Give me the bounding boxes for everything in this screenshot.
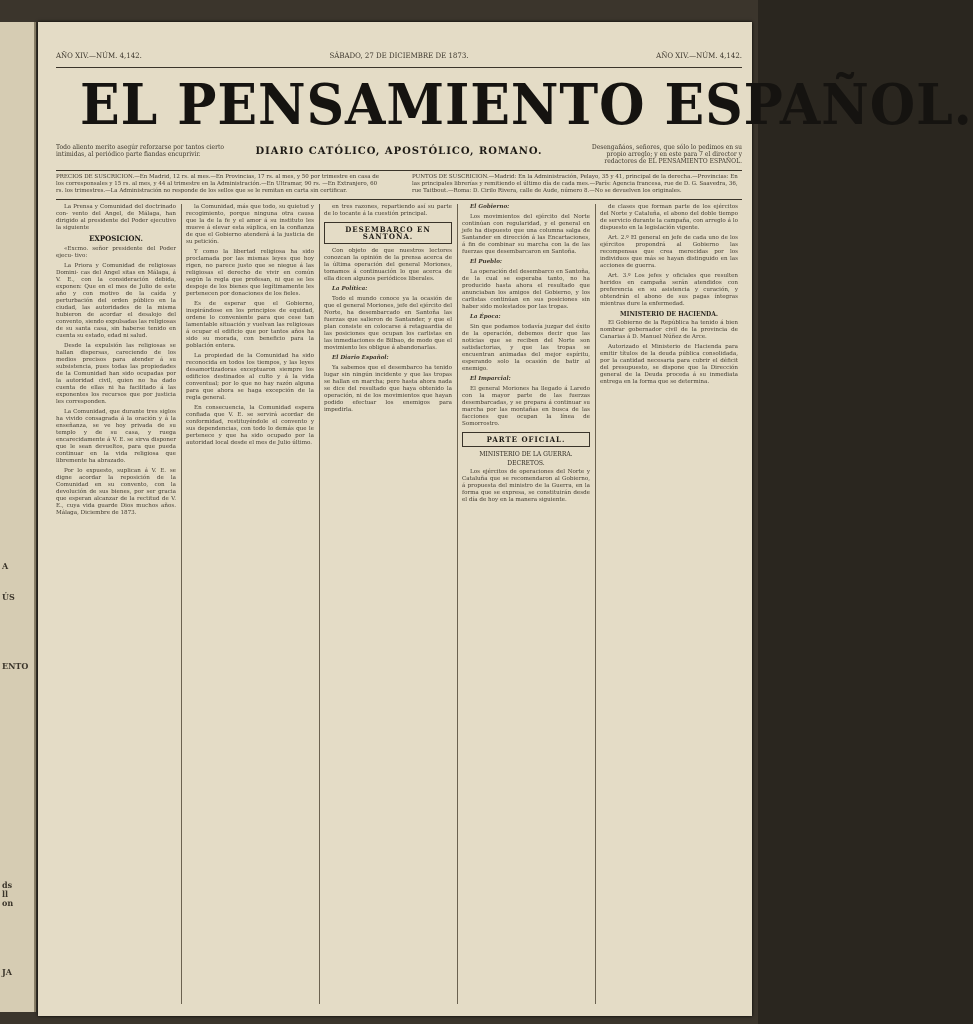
article-paragraph: Sin que podamos todavía juzgar del éxito de la operación, debemos decir que las noticias que se reciben del Norte son satisfactorias, y que las tropas se encuentran animadas del mejor espíritu, esperando solo la ocasión de batir al enemigo. xyxy=(462,324,590,372)
article-paragraph: El Gobierno de la República ha tenido á bien nombrar gobernador civil de la provincia de Canarias á D. Manuel Núñez de Arce. xyxy=(600,320,738,340)
article-paragraph: Y como la libertad religiosa ha sido proclamada por las mismas leyes que hoy rigen, no parece justo que se niegue á las religiosas el derecho de vivir en común según la regla que profesan, ni que se les despoje de los bienes que legítimamente les pertenecen por donaciones de los fieles. xyxy=(186,249,314,297)
motto-right: Desengañáos, señores, que sólo lo pedimos en su propio arreglo; y en este para 7 el director y redactores de EL PENSAMIENTO ESPAÑOL. xyxy=(591,144,742,165)
edge-fragment: on xyxy=(2,898,14,908)
newspaper-page xyxy=(38,22,973,1016)
article-paragraph: En consecuencia, la Comunidad espera confiada que V. E. se servirá acordar de conformidad, restituyéndole el convento y sus dependencias, con todo lo demás que le pertenece y que ha sido ocupado por la autoridad local desde el mes de Julio último. xyxy=(186,405,314,446)
article-paragraph: La Comunidad, que durante tres siglos ha vivido consagrada á la oración y á la enseñanza, se ve hoy privada de su templo y de su casa, y ruega encarecidamente á V. E. se sirva disponer que le sean devueltos, para que pueda continuar en la vida religiosa que libremente ha abrazado. xyxy=(56,409,176,464)
press-source: La Época: xyxy=(470,314,501,320)
article-paragraph: de clases que forman parte de los ejércitos del Norte y Cataluña, el abono del doble tiempo de servicio durante la campaña, con arreglo á lo dispuesto en la legislación vigente. xyxy=(600,204,738,231)
subscription-terms xyxy=(56,174,742,196)
article-paragraph: La operación del desembarco en Santoña, de la cual se esperaba tanto, no ha producido hasta ahora el resultado que anunciaban los amigos del Gobierno, y los carlistas continúan en sus posiciones sin haber sido molestados por las tropas. xyxy=(462,269,590,310)
article-paragraph: La Priora y Comunidad de religiosas Domini- cas del Angel sitas en Málaga, á V. E., con la consideración debida, exponen: Que en el mes de Julio de este año y con motivo de la caída y perturbación del orden público en la ciudad, las autoridades de la misma hubieron de acordar el desalojo del convento, siendo expulsadas las religiosas de su santa casa, sin haberse tenido en cuenta su estado, edad ni salud. xyxy=(56,263,177,339)
article-paragraph: Los movimientos del ejército del Norte continúan con regularidad, y el general en jefe ha dispuesto que una columna salga de Santander en dirección á las Encartaciones, á fin de combinar su marcha con la de las fuerzas que desembarcaron en Santoña. xyxy=(462,214,590,255)
article-paragraph: Autorizado el Ministerio de Hacienda para emitir títulos de la deuda pública consolidada, por la cantidad necesaria para cubrir el déficit del presupuesto, se dispone que la Dirección general de la Deuda proceda á su inmediata entrega en la forma que se determina. xyxy=(600,344,738,385)
column-3 xyxy=(324,204,452,1004)
press-source: El Imparcial: xyxy=(470,376,511,382)
subscription-prices: PRECIOS DE SUSCRICION.—En Madrid, 12 rs. al mes.—En Provincias, 17 rs. al mes, y 50 por trimestre en casa de los corresponsales y 15 rs. al mes, y 44 al trimestre en la Administración.—En Ultramar, 90 rs. —En Extranjero, 60 rs. los trimestres.—La Administración no responde de los sellos que se le remitan en carta sin certificar. xyxy=(56,174,380,194)
top-rule xyxy=(56,67,742,68)
motto-left: Todo aliento merito asegúr reforzarse por tantos cierto intimidas, al periódico parte fiandas encuprivir. xyxy=(56,144,224,158)
issue-number-right: AÑO XIV.—NÚM. 4,142. xyxy=(656,52,742,60)
article-intro: La Prensa y Comunidad del doctrinado con- vento del Angel, de Málaga, han dirigido al presidente del Poder ejecutivo la siguiente xyxy=(56,204,176,231)
issue-number-left: AÑO XIV.—NÚM. 4,142. xyxy=(56,52,142,60)
article-salutation: «Excmo. señor presidente del Poder ejecu- tivo: xyxy=(56,246,176,259)
column-1 xyxy=(56,204,176,1004)
press-source: El Diario Español: xyxy=(332,355,389,361)
article-paragraph: El general Moriones ha llegado á Laredo con la mayor parte de las fuerzas desembarcadas, y se prepara á continuar su marcha por las montañas en busca de las facciones que ocupan la línea de Somorrostro. xyxy=(462,386,590,427)
article-paragraph: Art. 2.º El general en jefe de cada uno de los ejércitos propondrá al Gobierno las recompensas que crea merecidas por los individuos que más se hayan distinguido en las acciones de guerra. xyxy=(600,235,738,269)
article-paragraph: Todo el mundo conoce ya la ocasión de que el general Moriones, jefe del ejército del Norte, ha desembarcado en Santoña las fuerzas que salieron de Santander, y que el plan consiste en colocarse á retaguardia de las posiciones que ocupan los carlistas en las inmediaciones de Bilbao, de modo que el movimiento les obligue á abandonarlas. xyxy=(324,296,452,351)
column-5 xyxy=(600,204,738,1004)
subscription-rule xyxy=(56,170,742,171)
edge-fragment: ll xyxy=(2,889,9,899)
columns-rule xyxy=(56,199,742,200)
column-divider xyxy=(457,204,458,1004)
ministry-heading: MINISTERIO DE HACIENDA. xyxy=(620,311,718,318)
press-source: El Pueblo: xyxy=(470,259,503,265)
article-paragraph: en tres razones, repartiendo así su parte de lo tocante á la cuestión principal. xyxy=(324,204,452,217)
article-paragraph: Desde la expulsión las religiosas se hallan dispersas, careciendo de los medios precisos para atender á su subsistencia, pues todas las propiedades de la Comunidad han sido ocupadas por la autoridad civil, quien no ha dado cuenta de ellas ni ha facilitado á las exponentes los recursos que por justicia les corresponden. xyxy=(56,343,176,405)
newspaper-subtitle: DIARIO CATÓLICO, APOSTÓLICO, ROMANO. xyxy=(255,146,543,157)
press-source: El Gobierno: xyxy=(470,204,510,210)
article-heading: EXPOSICION. xyxy=(89,234,143,243)
article-paragraph: La propiedad de la Comunidad ha sido reconocida en todos los tiempos, y las leyes desamortizadoras exceptuaron siempre los edificios destinados al culto y á la vida conventual; por lo que no hay razón alguna para que ahora se haga excepción de la regla general. xyxy=(186,353,314,401)
edge-fragment: A xyxy=(2,561,9,571)
column-4 xyxy=(462,204,590,1004)
subtitle-row xyxy=(56,144,742,168)
column-divider xyxy=(595,204,596,1004)
article-paragraph: Con objeto de que nuestros lectores conozcan la opinión de la prensa acerca de la última operación del general Moriones, tomamos á continuación lo que acerca de ella dicen algunos periódicos liberales. xyxy=(324,248,452,282)
edge-fragment: JA xyxy=(2,967,12,977)
column-divider xyxy=(319,204,320,1004)
subscription-points: PUNTOS DE SUSCRICION.—Madrid: En la Administración, Pelayo, 35 y 41, principal de la derecha.—Provincias: En las principales librerías y remitiendo el último día de cada mes.—París: Agencia francesa, rue de D. G. Saavedra, 36, rue Taitbout.—Roma: D. Cirilo Rivera, calle de Aude, número 8.—No se devuelven los originales. xyxy=(412,174,738,194)
dateline xyxy=(56,52,742,66)
press-source: La Política: xyxy=(332,286,368,292)
edge-fragment: ÚS xyxy=(2,592,15,602)
article-paragraph: Es de esperar que el Gobierno, inspirándose en los principios de equidad, ordene lo conveniente para que cese tan lamentable situación y vuelvan las religiosas á ocupar el edificio que por tantos años ha sido su morada, con beneficio para la población entera. xyxy=(186,301,314,349)
column-2 xyxy=(186,204,314,1004)
issue-date: SÁBADO, 27 DE DICIEMBRE DE 1873. xyxy=(329,52,469,60)
newspaper-title: EL PENSAMIENTO ESPAÑOL. xyxy=(80,72,973,138)
article-paragraph: Los ejércitos de operaciones del Norte y Cataluña que se recomendaron al Gobierno, á propuesta del ministro de la Guerra, en la forma que se expresa, se constituirán desde el día de hoy en la manera siguiente. xyxy=(462,469,590,503)
previous-page-edge xyxy=(0,22,36,1012)
ministry-heading: MINISTERIO DE LA GUERRA. xyxy=(479,451,573,458)
article-paragraph: Art. 3.º Los jefes y oficiales que resulten heridos en campaña serán atendidos con preferencia en su asistencia y curación, y obtendrán el abono de sus pagas íntegras mientras dure la enfermedad. xyxy=(600,273,738,307)
edge-fragment: ENTO xyxy=(2,661,29,671)
column-divider xyxy=(181,204,182,1004)
section-heading-desembarco: DESEMBARCO EN SANTOÑA. xyxy=(324,222,452,244)
edge-fragment: ds xyxy=(2,880,13,890)
article-paragraph: la Comunidad, más que todo, su quietud y recogimiento, porque ninguna otra causa que la de la fe y el amor á su instituto les mueve á elevar esta súplica, en la confianza de que el Gobierno atenderá á la justicia de su petición. xyxy=(186,204,314,245)
decree-label: DECRETOS. xyxy=(507,460,545,467)
article-paragraph: Ya sabemos que el desembarco ha tenido lugar sin ningún incidente y que las tropas se hallan en marcha; pero hasta ahora nada se dice del resultado que haya obtenido la operación, ni de los movimientos que hayan podido efectuar los enemigos para impedirla. xyxy=(324,365,452,413)
section-heading-parte-oficial: PARTE OFICIAL. xyxy=(462,432,590,447)
article-paragraph: Por lo expuesto, suplican á V. E. se digne acordar la reposición de la Comunidad en su convento, con la devolución de sus bienes, por ser gracia que esperan alcanzar de la rectitud de V. E., cuya vida guarde Dios muchos años. Málaga, Diciembre de 1873. xyxy=(56,468,176,516)
